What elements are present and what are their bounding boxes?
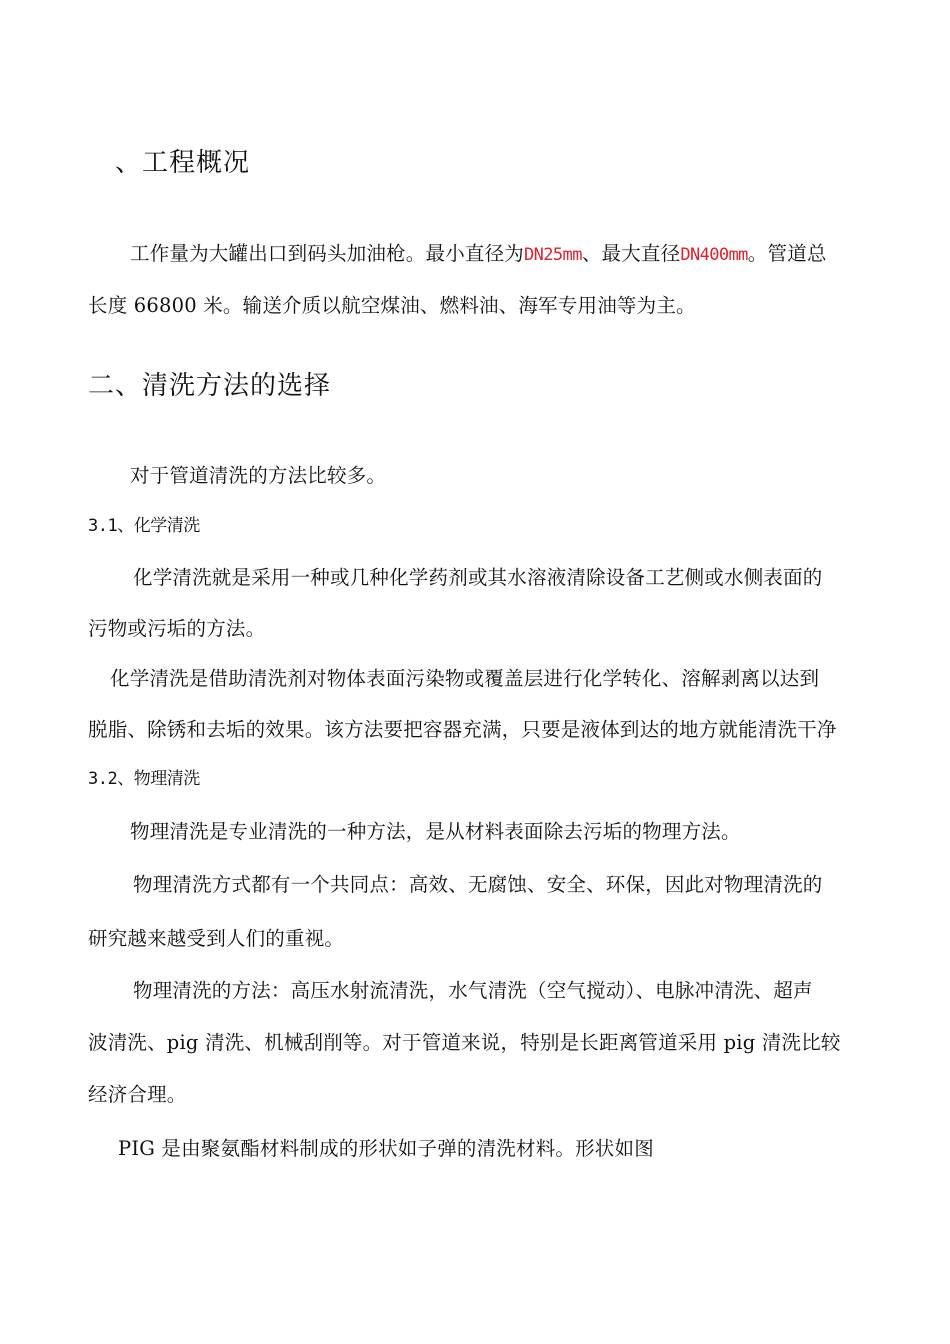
paragraph-line: 波清洗、pig 清洗、机械刮削等。对于管道来说，特别是长距离管道采用 pig 清洗比较 xyxy=(88,1031,841,1054)
paragraph-line: PIG 是由聚氨酯材料制成的形状如子弹的清洗材料。形状如图 xyxy=(118,1137,654,1160)
paragraph-line: 物理清洗是专业清洗的一种方法，是从材料表面除去污垢的物理方法。 xyxy=(130,820,741,843)
subsection-heading-chemical xyxy=(88,511,200,536)
paragraph-line: 研究越来越受到人们的重视。 xyxy=(88,927,345,950)
section-heading-cleaning-method: 二、清洗方法的选择 xyxy=(88,371,332,401)
paragraph-line: 对于管道清洗的方法比较多。 xyxy=(130,464,387,487)
paragraph-line: 化学清洗是借助清洗剂对物体表面污染物或覆盖层进行化学转化、溶解剥离以达到 xyxy=(110,667,820,690)
paragraph-line: 长度 66800 米。输送介质以航空煤油、燃料油、海军专用油等为主。 xyxy=(88,294,696,317)
text-span: 工作量为大罐出口到码头加油枪。最小直径为 xyxy=(130,242,525,265)
paragraph-line: 污物或污垢的方法。 xyxy=(88,617,266,640)
text-span: 3.1、化学清洗 xyxy=(88,516,200,536)
paragraph-line xyxy=(130,238,827,266)
max-diameter-value: DN400mm xyxy=(680,245,748,265)
paragraph-line: 物理清洗的方法：高压水射流清洗，水气清洗（空气搅动）、电脉冲清洗、超声 xyxy=(133,979,813,1002)
min-diameter-value: DN25mm xyxy=(524,245,582,265)
section-heading-project-overview: 、工程概况 xyxy=(115,148,251,178)
text-span: 。管道总 xyxy=(747,242,827,265)
text-span: 、最大直径 xyxy=(581,242,681,265)
paragraph-line: 化学清洗就是采用一种或几种化学药剂或其水溶液清除设备工艺侧或水侧表面的 xyxy=(133,566,823,589)
paragraph-line: 物理清洗方式都有一个共同点：高效、无腐蚀、安全、环保，因此对物理清洗的 xyxy=(133,873,823,896)
subsection-heading-physical xyxy=(88,764,200,789)
paragraph-line: 经济合理。 xyxy=(88,1083,187,1106)
text-span: 3.2、物理清洗 xyxy=(88,769,200,789)
paragraph-line: 脱脂、除锈和去垢的效果。该方法要把容器充满，只要是液体到达的地方就能清洗干净 xyxy=(88,718,837,741)
